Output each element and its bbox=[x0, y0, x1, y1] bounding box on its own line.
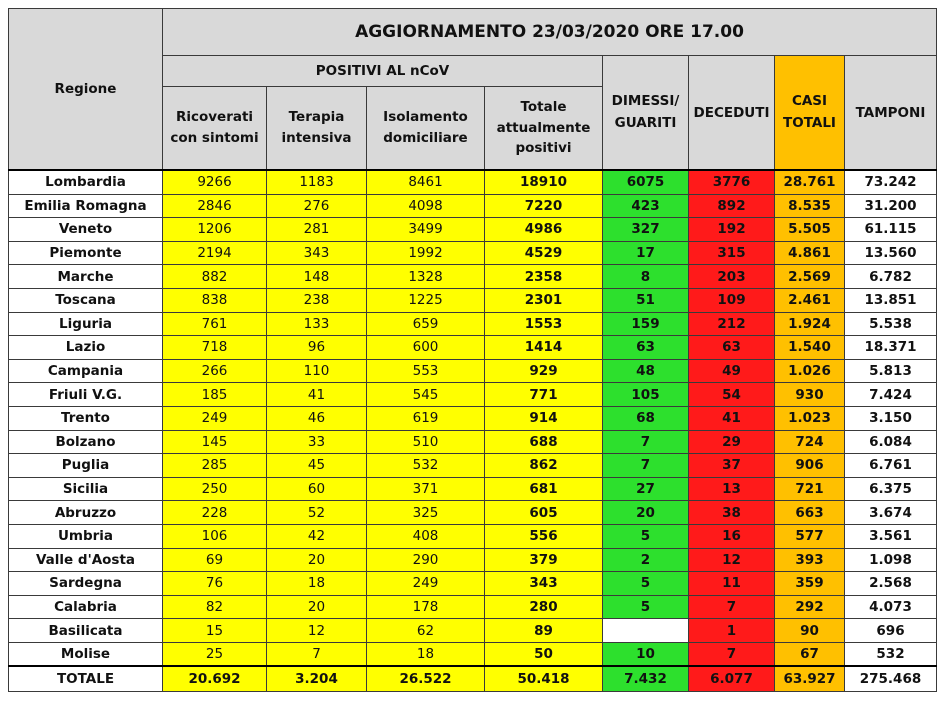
region-name: Molise bbox=[9, 642, 163, 666]
cell-tamponi: 3.674 bbox=[845, 501, 937, 525]
region-name: Campania bbox=[9, 359, 163, 383]
cell-ricoverati: 69 bbox=[163, 548, 267, 572]
table-row bbox=[9, 524, 937, 548]
cell-ricoverati: 2194 bbox=[163, 241, 267, 265]
table-row bbox=[9, 218, 937, 242]
region-name: Marche bbox=[9, 265, 163, 289]
total-row bbox=[9, 666, 937, 692]
cell-dimessi: 423 bbox=[603, 194, 689, 218]
cell-deceduti: 315 bbox=[689, 241, 775, 265]
cell-ricoverati: 106 bbox=[163, 524, 267, 548]
header-dimessi: DIMESSI/ GUARITI bbox=[603, 56, 689, 171]
table-row bbox=[9, 454, 937, 478]
header-tamponi: TAMPONI bbox=[845, 56, 937, 171]
cell-dimessi: 327 bbox=[603, 218, 689, 242]
cell-deceduti: 3776 bbox=[689, 170, 775, 194]
cell-casi-totali: 292 bbox=[775, 595, 845, 619]
table-row bbox=[9, 406, 937, 430]
cell-isolamento: 178 bbox=[367, 595, 485, 619]
cell-dimessi: 5 bbox=[603, 524, 689, 548]
table-row bbox=[9, 642, 937, 666]
cell-tamponi: 6.761 bbox=[845, 454, 937, 478]
cell-ricoverati: 2846 bbox=[163, 194, 267, 218]
table-row bbox=[9, 477, 937, 501]
cell-terapia: 276 bbox=[267, 194, 367, 218]
cell-casi-totali: 721 bbox=[775, 477, 845, 501]
cell-deceduti: 892 bbox=[689, 194, 775, 218]
cell-isolamento: 659 bbox=[367, 312, 485, 336]
cell-terapia: 7 bbox=[267, 642, 367, 666]
cell-isolamento: 619 bbox=[367, 406, 485, 430]
cell-casi-totali: 67 bbox=[775, 642, 845, 666]
cell-isolamento: 1992 bbox=[367, 241, 485, 265]
cell-isolamento: 600 bbox=[367, 336, 485, 360]
region-name: Emilia Romagna bbox=[9, 194, 163, 218]
cell-ricoverati: 285 bbox=[163, 454, 267, 478]
cell-terapia: 52 bbox=[267, 501, 367, 525]
header-casi-totali: CASI TOTALI bbox=[775, 56, 845, 171]
cell-totale-positivi: 2358 bbox=[485, 265, 603, 289]
total-deceduti: 6.077 bbox=[689, 666, 775, 692]
cell-casi-totali: 930 bbox=[775, 383, 845, 407]
cell-totale-positivi: 688 bbox=[485, 430, 603, 454]
cell-dimessi: 2 bbox=[603, 548, 689, 572]
table-row bbox=[9, 170, 937, 194]
table-row bbox=[9, 595, 937, 619]
cell-terapia: 148 bbox=[267, 265, 367, 289]
cell-dimessi: 7 bbox=[603, 454, 689, 478]
cell-dimessi: 17 bbox=[603, 241, 689, 265]
cell-deceduti: 11 bbox=[689, 572, 775, 596]
cell-dimessi: 63 bbox=[603, 336, 689, 360]
cell-dimessi: 5 bbox=[603, 595, 689, 619]
total-dimessi: 7.432 bbox=[603, 666, 689, 692]
cell-isolamento: 8461 bbox=[367, 170, 485, 194]
cell-isolamento: 510 bbox=[367, 430, 485, 454]
region-name: Sicilia bbox=[9, 477, 163, 501]
cell-dimessi bbox=[603, 619, 689, 643]
cell-casi-totali: 1.540 bbox=[775, 336, 845, 360]
cell-totale-positivi: 862 bbox=[485, 454, 603, 478]
cell-deceduti: 63 bbox=[689, 336, 775, 360]
cell-isolamento: 290 bbox=[367, 548, 485, 572]
cell-tamponi: 532 bbox=[845, 642, 937, 666]
cell-totale-positivi: 18910 bbox=[485, 170, 603, 194]
cell-casi-totali: 2.461 bbox=[775, 288, 845, 312]
cell-tamponi: 1.098 bbox=[845, 548, 937, 572]
cell-totale-positivi: 929 bbox=[485, 359, 603, 383]
cell-tamponi: 6.782 bbox=[845, 265, 937, 289]
cell-totale-positivi: 1553 bbox=[485, 312, 603, 336]
cell-ricoverati: 145 bbox=[163, 430, 267, 454]
region-name: Trento bbox=[9, 406, 163, 430]
table-row bbox=[9, 430, 937, 454]
cell-casi-totali: 4.861 bbox=[775, 241, 845, 265]
header-totale-positivi: Totale attualmente positivi bbox=[485, 87, 603, 171]
cell-totale-positivi: 556 bbox=[485, 524, 603, 548]
cell-totale-positivi: 1414 bbox=[485, 336, 603, 360]
cell-isolamento: 249 bbox=[367, 572, 485, 596]
cell-tamponi: 3.561 bbox=[845, 524, 937, 548]
cell-tamponi: 31.200 bbox=[845, 194, 937, 218]
cell-ricoverati: 1206 bbox=[163, 218, 267, 242]
cell-deceduti: 54 bbox=[689, 383, 775, 407]
cell-isolamento: 3499 bbox=[367, 218, 485, 242]
table-row bbox=[9, 336, 937, 360]
table-row bbox=[9, 194, 937, 218]
cell-deceduti: 49 bbox=[689, 359, 775, 383]
region-name: Basilicata bbox=[9, 619, 163, 643]
cell-isolamento: 408 bbox=[367, 524, 485, 548]
cell-isolamento: 62 bbox=[367, 619, 485, 643]
region-name: Valle d'Aosta bbox=[9, 548, 163, 572]
cell-dimessi: 27 bbox=[603, 477, 689, 501]
header-regione: Regione bbox=[9, 9, 163, 171]
header-terapia: Terapia intensiva bbox=[267, 87, 367, 171]
cell-terapia: 41 bbox=[267, 383, 367, 407]
cell-deceduti: 7 bbox=[689, 642, 775, 666]
cell-dimessi: 7 bbox=[603, 430, 689, 454]
total-label: TOTALE bbox=[9, 666, 163, 692]
covid-report-table bbox=[8, 8, 937, 692]
cell-deceduti: 1 bbox=[689, 619, 775, 643]
region-name: Calabria bbox=[9, 595, 163, 619]
header-ricoverati: Ricoverati con sintomi bbox=[163, 87, 267, 171]
cell-tamponi: 2.568 bbox=[845, 572, 937, 596]
report-title: AGGIORNAMENTO 23/03/2020 ORE 17.00 bbox=[163, 9, 937, 56]
table-row bbox=[9, 241, 937, 265]
cell-totale-positivi: 379 bbox=[485, 548, 603, 572]
cell-deceduti: 41 bbox=[689, 406, 775, 430]
cell-isolamento: 325 bbox=[367, 501, 485, 525]
cell-deceduti: 13 bbox=[689, 477, 775, 501]
cell-totale-positivi: 343 bbox=[485, 572, 603, 596]
cell-terapia: 20 bbox=[267, 548, 367, 572]
cell-tamponi: 13.851 bbox=[845, 288, 937, 312]
cell-isolamento: 545 bbox=[367, 383, 485, 407]
cell-totale-positivi: 50 bbox=[485, 642, 603, 666]
cell-totale-positivi: 4986 bbox=[485, 218, 603, 242]
cell-isolamento: 1225 bbox=[367, 288, 485, 312]
cell-isolamento: 553 bbox=[367, 359, 485, 383]
cell-tamponi: 18.371 bbox=[845, 336, 937, 360]
cell-deceduti: 192 bbox=[689, 218, 775, 242]
cell-terapia: 1183 bbox=[267, 170, 367, 194]
cell-terapia: 238 bbox=[267, 288, 367, 312]
cell-ricoverati: 228 bbox=[163, 501, 267, 525]
cell-terapia: 110 bbox=[267, 359, 367, 383]
cell-dimessi: 5 bbox=[603, 572, 689, 596]
cell-dimessi: 68 bbox=[603, 406, 689, 430]
cell-isolamento: 18 bbox=[367, 642, 485, 666]
table-row bbox=[9, 383, 937, 407]
cell-tamponi: 3.150 bbox=[845, 406, 937, 430]
cell-ricoverati: 185 bbox=[163, 383, 267, 407]
cell-tamponi: 696 bbox=[845, 619, 937, 643]
total-positivi: 50.418 bbox=[485, 666, 603, 692]
table-row bbox=[9, 359, 937, 383]
cell-ricoverati: 718 bbox=[163, 336, 267, 360]
cell-terapia: 42 bbox=[267, 524, 367, 548]
table-row bbox=[9, 501, 937, 525]
cell-tamponi: 13.560 bbox=[845, 241, 937, 265]
cell-casi-totali: 724 bbox=[775, 430, 845, 454]
cell-ricoverati: 882 bbox=[163, 265, 267, 289]
cell-deceduti: 203 bbox=[689, 265, 775, 289]
cell-casi-totali: 8.535 bbox=[775, 194, 845, 218]
table-row bbox=[9, 572, 937, 596]
cell-terapia: 281 bbox=[267, 218, 367, 242]
table-row bbox=[9, 312, 937, 336]
cell-ricoverati: 266 bbox=[163, 359, 267, 383]
total-casi: 63.927 bbox=[775, 666, 845, 692]
cell-tamponi: 61.115 bbox=[845, 218, 937, 242]
cell-isolamento: 1328 bbox=[367, 265, 485, 289]
cell-terapia: 46 bbox=[267, 406, 367, 430]
total-isolamento: 26.522 bbox=[367, 666, 485, 692]
cell-terapia: 18 bbox=[267, 572, 367, 596]
cell-dimessi: 8 bbox=[603, 265, 689, 289]
cell-terapia: 343 bbox=[267, 241, 367, 265]
cell-totale-positivi: 914 bbox=[485, 406, 603, 430]
cell-dimessi: 10 bbox=[603, 642, 689, 666]
region-name: Abruzzo bbox=[9, 501, 163, 525]
cell-ricoverati: 76 bbox=[163, 572, 267, 596]
cell-deceduti: 37 bbox=[689, 454, 775, 478]
region-name: Piemonte bbox=[9, 241, 163, 265]
covid-report-table-container bbox=[8, 8, 937, 692]
region-name: Bolzano bbox=[9, 430, 163, 454]
region-name: Toscana bbox=[9, 288, 163, 312]
cell-deceduti: 16 bbox=[689, 524, 775, 548]
cell-deceduti: 7 bbox=[689, 595, 775, 619]
region-name: Umbria bbox=[9, 524, 163, 548]
cell-isolamento: 4098 bbox=[367, 194, 485, 218]
cell-tamponi: 5.538 bbox=[845, 312, 937, 336]
cell-casi-totali: 5.505 bbox=[775, 218, 845, 242]
total-ricoverati: 20.692 bbox=[163, 666, 267, 692]
cell-tamponi: 5.813 bbox=[845, 359, 937, 383]
region-name: Puglia bbox=[9, 454, 163, 478]
cell-tamponi: 6.084 bbox=[845, 430, 937, 454]
cell-deceduti: 212 bbox=[689, 312, 775, 336]
cell-terapia: 20 bbox=[267, 595, 367, 619]
region-rows bbox=[9, 170, 937, 666]
total-tamponi: 275.468 bbox=[845, 666, 937, 692]
cell-ricoverati: 25 bbox=[163, 642, 267, 666]
table-row bbox=[9, 619, 937, 643]
cell-terapia: 12 bbox=[267, 619, 367, 643]
cell-ricoverati: 9266 bbox=[163, 170, 267, 194]
cell-casi-totali: 906 bbox=[775, 454, 845, 478]
header-positivi-group: POSITIVI AL nCoV bbox=[163, 56, 603, 87]
cell-casi-totali: 359 bbox=[775, 572, 845, 596]
cell-dimessi: 6075 bbox=[603, 170, 689, 194]
cell-casi-totali: 28.761 bbox=[775, 170, 845, 194]
cell-dimessi: 105 bbox=[603, 383, 689, 407]
cell-totale-positivi: 681 bbox=[485, 477, 603, 501]
cell-totale-positivi: 605 bbox=[485, 501, 603, 525]
cell-deceduti: 38 bbox=[689, 501, 775, 525]
cell-casi-totali: 2.569 bbox=[775, 265, 845, 289]
cell-deceduti: 12 bbox=[689, 548, 775, 572]
cell-casi-totali: 393 bbox=[775, 548, 845, 572]
table-row bbox=[9, 288, 937, 312]
cell-tamponi: 73.242 bbox=[845, 170, 937, 194]
cell-dimessi: 48 bbox=[603, 359, 689, 383]
cell-tamponi: 7.424 bbox=[845, 383, 937, 407]
cell-dimessi: 159 bbox=[603, 312, 689, 336]
cell-ricoverati: 838 bbox=[163, 288, 267, 312]
cell-terapia: 33 bbox=[267, 430, 367, 454]
cell-tamponi: 4.073 bbox=[845, 595, 937, 619]
cell-tamponi: 6.375 bbox=[845, 477, 937, 501]
cell-totale-positivi: 7220 bbox=[485, 194, 603, 218]
header-isolamento: Isolamento domiciliare bbox=[367, 87, 485, 171]
cell-ricoverati: 15 bbox=[163, 619, 267, 643]
cell-casi-totali: 1.023 bbox=[775, 406, 845, 430]
table-row bbox=[9, 548, 937, 572]
total-terapia: 3.204 bbox=[267, 666, 367, 692]
cell-casi-totali: 90 bbox=[775, 619, 845, 643]
cell-casi-totali: 1.924 bbox=[775, 312, 845, 336]
cell-totale-positivi: 280 bbox=[485, 595, 603, 619]
cell-casi-totali: 1.026 bbox=[775, 359, 845, 383]
cell-ricoverati: 82 bbox=[163, 595, 267, 619]
cell-ricoverati: 249 bbox=[163, 406, 267, 430]
cell-deceduti: 109 bbox=[689, 288, 775, 312]
table-row bbox=[9, 265, 937, 289]
region-name: Liguria bbox=[9, 312, 163, 336]
cell-casi-totali: 663 bbox=[775, 501, 845, 525]
cell-totale-positivi: 771 bbox=[485, 383, 603, 407]
region-name: Lombardia bbox=[9, 170, 163, 194]
region-name: Lazio bbox=[9, 336, 163, 360]
cell-isolamento: 371 bbox=[367, 477, 485, 501]
cell-totale-positivi: 89 bbox=[485, 619, 603, 643]
cell-terapia: 45 bbox=[267, 454, 367, 478]
cell-terapia: 96 bbox=[267, 336, 367, 360]
cell-totale-positivi: 2301 bbox=[485, 288, 603, 312]
cell-ricoverati: 761 bbox=[163, 312, 267, 336]
cell-terapia: 133 bbox=[267, 312, 367, 336]
cell-casi-totali: 577 bbox=[775, 524, 845, 548]
cell-isolamento: 532 bbox=[367, 454, 485, 478]
cell-totale-positivi: 4529 bbox=[485, 241, 603, 265]
cell-dimessi: 20 bbox=[603, 501, 689, 525]
cell-dimessi: 51 bbox=[603, 288, 689, 312]
cell-deceduti: 29 bbox=[689, 430, 775, 454]
region-name: Sardegna bbox=[9, 572, 163, 596]
header-deceduti: DECEDUTI bbox=[689, 56, 775, 171]
cell-ricoverati: 250 bbox=[163, 477, 267, 501]
region-name: Veneto bbox=[9, 218, 163, 242]
region-name: Friuli V.G. bbox=[9, 383, 163, 407]
cell-terapia: 60 bbox=[267, 477, 367, 501]
